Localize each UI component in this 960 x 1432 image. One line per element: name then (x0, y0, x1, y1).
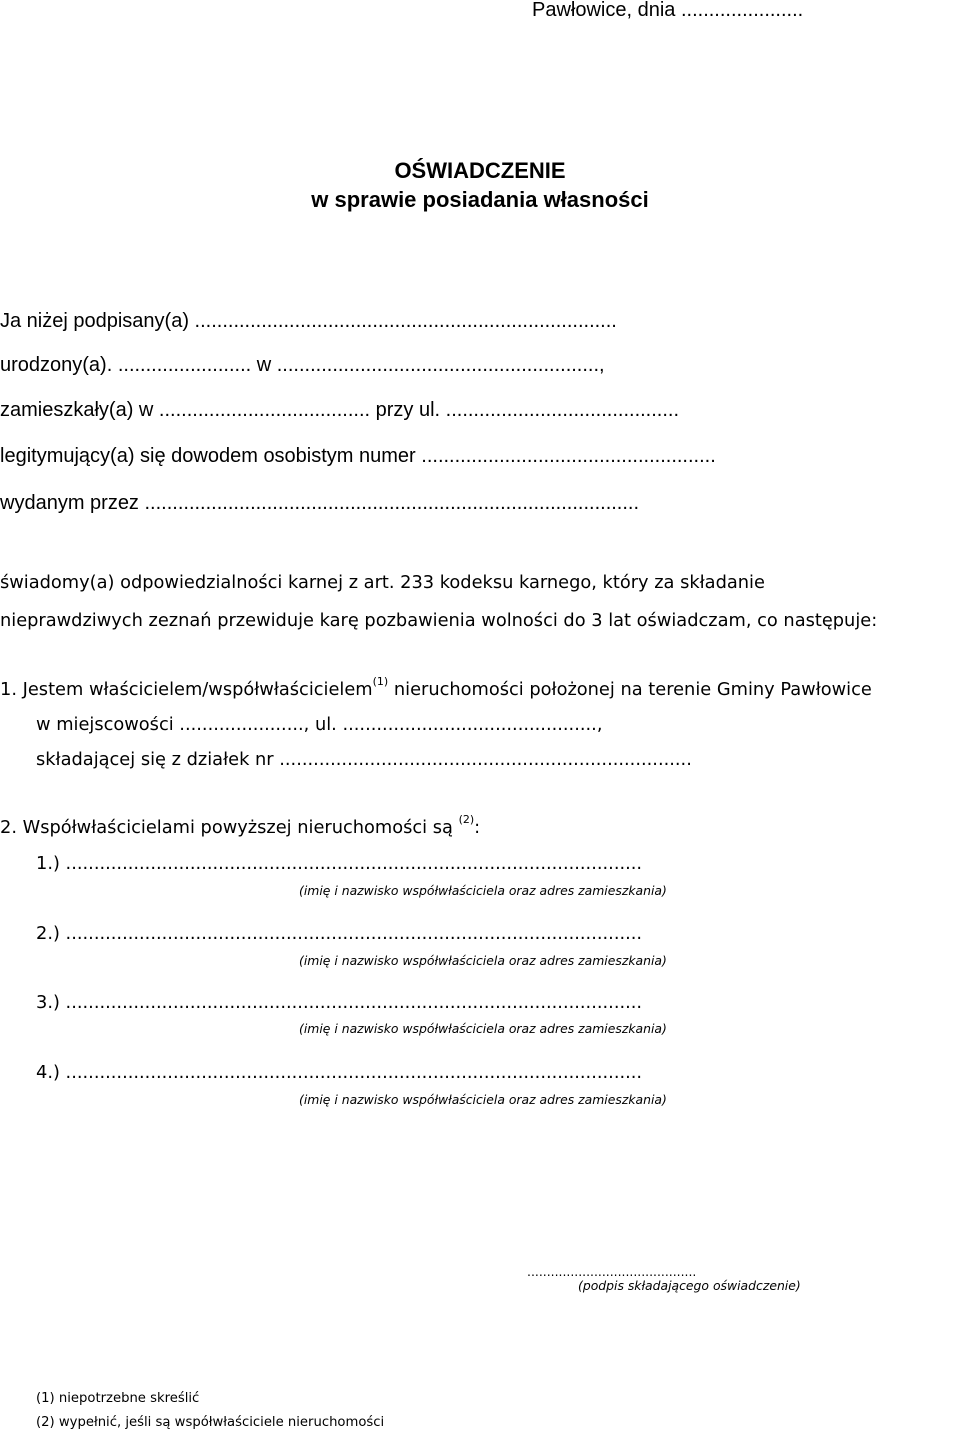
personal-address-line: zamieszkały(a) w ...................................... przy ul. .......................................... (0, 400, 680, 420)
personal-issuer-line: wydanym przez ......................................................................................... (0, 493, 640, 513)
footnote-ref-1: (1) (372, 675, 389, 688)
personal-id-line: legitymujący(a) się dowodem osobistym numer ..................................................... (0, 446, 716, 466)
point1-line-3: składającej się z działek nr ......................................................................... (36, 751, 692, 769)
co-owner-line-2: 2.) ...................................................................................................... (36, 925, 643, 943)
place-date: Pawłowice, dnia ...................... (532, 0, 804, 21)
co-owner-line-3: 3.) ...................................................................................................... (36, 994, 643, 1012)
point1-line-2: w miejscowości ......................, ul. ............................................., (36, 716, 603, 734)
footnote-2: (2) wypełnić, jeśli są współwłaściciele nieruchomości (36, 1415, 385, 1430)
point2-colon: : (474, 817, 481, 838)
co-owner-caption-4: (imię i nazwisko współwłaściciela oraz adres zamieszkania) (299, 1092, 667, 1107)
signature-dots: ........................................... (527, 1266, 697, 1279)
point1-text-b: nieruchomości położonej na terenie Gminy Pawłowice (388, 679, 872, 700)
personal-name-line: Ja niżej podpisany(a) ............................................................................ (0, 311, 617, 331)
point1-line-1 (0, 675, 872, 700)
document-title: OŚWIADCZENIE (394, 158, 566, 183)
document-subtitle: w sprawie posiadania własności (311, 187, 649, 212)
signature-caption: (podpis składającego oświadczenie) (578, 1278, 801, 1293)
statement-line-2: nieprawdziwych zeznań przewiduje karę pozbawienia wolności do 3 lat oświadczam, co następuje: (0, 610, 878, 631)
co-owner-line-1: 1.) ...................................................................................................... (36, 855, 643, 873)
point1-text-a: 1. Jestem właścicielem/współwłaścicielem (0, 679, 373, 700)
personal-birth-line: urodzony(a). ........................ w .........................................................., (0, 355, 605, 375)
co-owner-caption-1: (imię i nazwisko współwłaściciela oraz adres zamieszkania) (299, 883, 667, 898)
co-owner-line-4: 4.) ...................................................................................................... (36, 1064, 643, 1082)
co-owner-caption-3: (imię i nazwisko współwłaściciela oraz adres zamieszkania) (299, 1021, 667, 1036)
point2-line (0, 813, 481, 838)
co-owner-caption-2: (imię i nazwisko współwłaściciela oraz adres zamieszkania) (299, 953, 667, 968)
statement-line-1: świadomy(a) odpowiedzialności karnej z art. 233 kodeksu karnego, który za składanie (0, 572, 765, 593)
point2-text: 2. Współwłaścicielami powyższej nieruchomości są (0, 817, 453, 838)
footnote-ref-2: (2) (458, 813, 475, 826)
footnote-1: (1) niepotrzebne skreślić (36, 1391, 200, 1406)
